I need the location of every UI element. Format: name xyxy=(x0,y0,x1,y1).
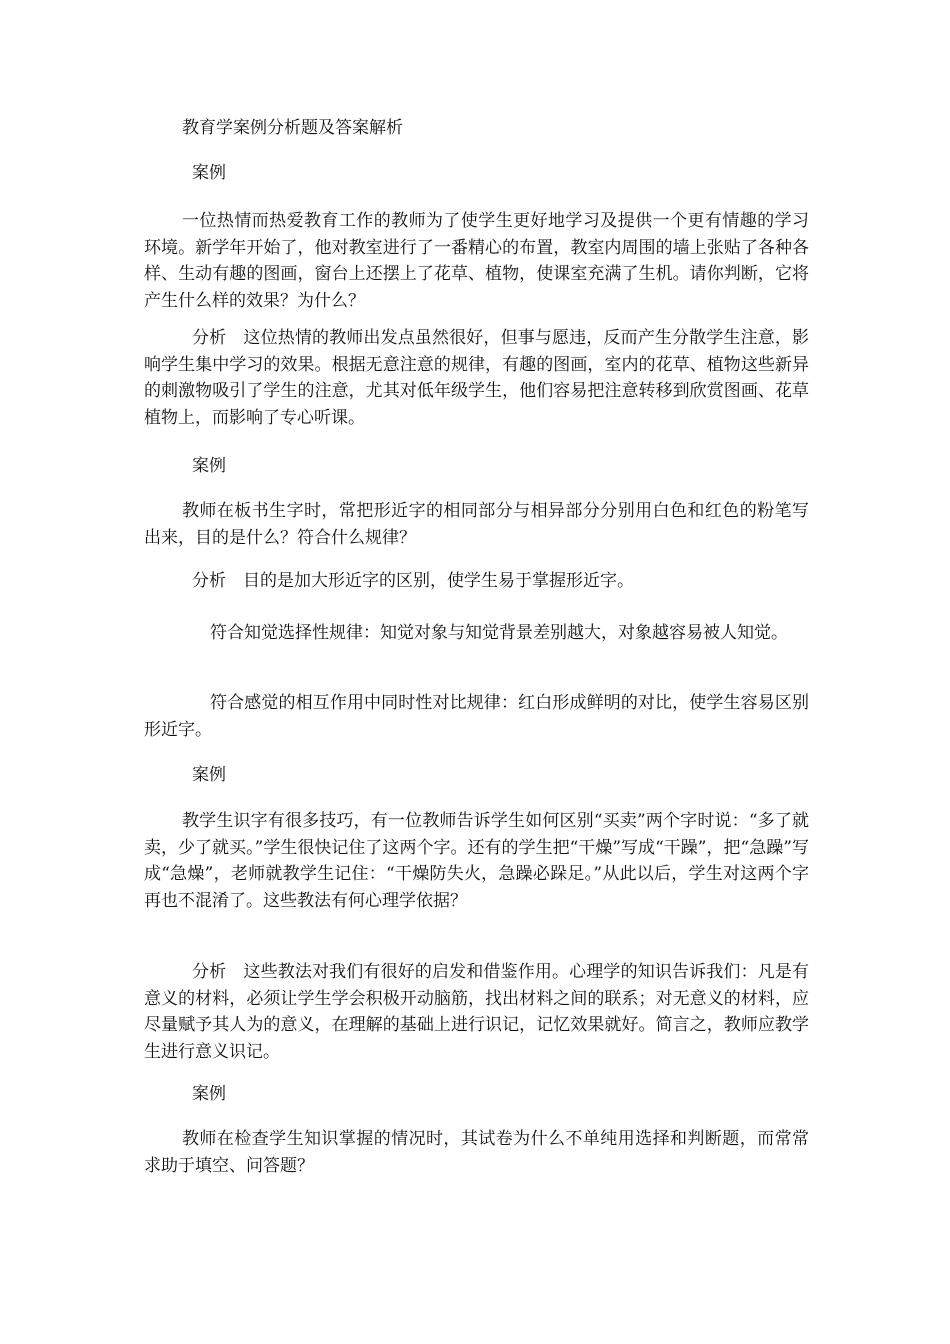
case-heading: 案例 xyxy=(192,1084,226,1104)
analysis-text: 分析 这些教法对我们有很好的启发和借鉴作用。心理学的知识告诉我们：凡是有意义的材料，必须让学生学会积极开动脑筋，找出材料之间的联系；对无意义的材料，应尽量赋予其人为的意义，在理解的基础上进行识记，记忆效果就好。简言之，教师应教学生进行意义识记。 xyxy=(144,962,809,1062)
case-text: 教师在检查学生知识掌握的情况时，其试卷为什么不单纯用选择和判断题，而常常求助于填空、问答题？ xyxy=(144,1129,809,1176)
case-text: 一位热情而热爱教育工作的教师为了使学生更好地学习及提供一个更有情趣的学习环境。新学年开始了，他对教室进行了一番精心的布置，教室内周围的墙上张贴了各种各样、生动有趣的图画，窗台上还摆上了花草、植物，使课室充满了生机。请你判断，它将产生什么样的效果？为什么？ xyxy=(144,211,809,311)
analysis-text: 分析 这位热情的教师出发点虽然很好，但事与愿违，反而产生分散学生注意，影响学生集中学习的效果。根据无意注意的规律，有趣的图画，室内的花草、植物这些新异的刺激物吸引了学生的注意，尤其对低年级学生，他们容易把注意转移到欣赏图画、花草植物上，而影响了专心听课。 xyxy=(144,328,809,428)
document-title: 教育学案例分析题及答案解析 xyxy=(182,118,403,138)
conclusion-point: 符合感觉的相互作用中同时性对比规律：红白形成鲜明的对比，使学生容易区别形近字。 xyxy=(144,693,809,740)
analysis-text: 分析 目的是加大形近字的区别，使学生易于掌握形近字。 xyxy=(192,571,634,591)
case-heading: 案例 xyxy=(192,765,226,785)
case-text: 教学生识字有很多技巧，有一位教师告诉学生如何区别“买卖”两个字时说：“多了就卖，少了就买。”学生很快记住了这两个字。还有的学生把“干燥”写成“干躁”，把“急躁”写成“急燥”，老师就教学生记住：“干燥防失火，急躁必跺足。”从此以后，学生对这两个字再也不混淆了。这些教法有何心理学依据？ xyxy=(144,811,809,911)
case-heading: 案例 xyxy=(192,456,226,476)
case-text: 教师在板书生字时，常把形近字的相同部分与相异部分分别用白色和红色的粉笔写出来，目的是什么？符合什么规律？ xyxy=(144,501,809,548)
case-heading: 案例 xyxy=(192,163,226,183)
conclusion-point: 符合知觉选择性规律：知觉对象与知觉背景差别越大，对象越容易被人知觉。 xyxy=(210,623,788,643)
